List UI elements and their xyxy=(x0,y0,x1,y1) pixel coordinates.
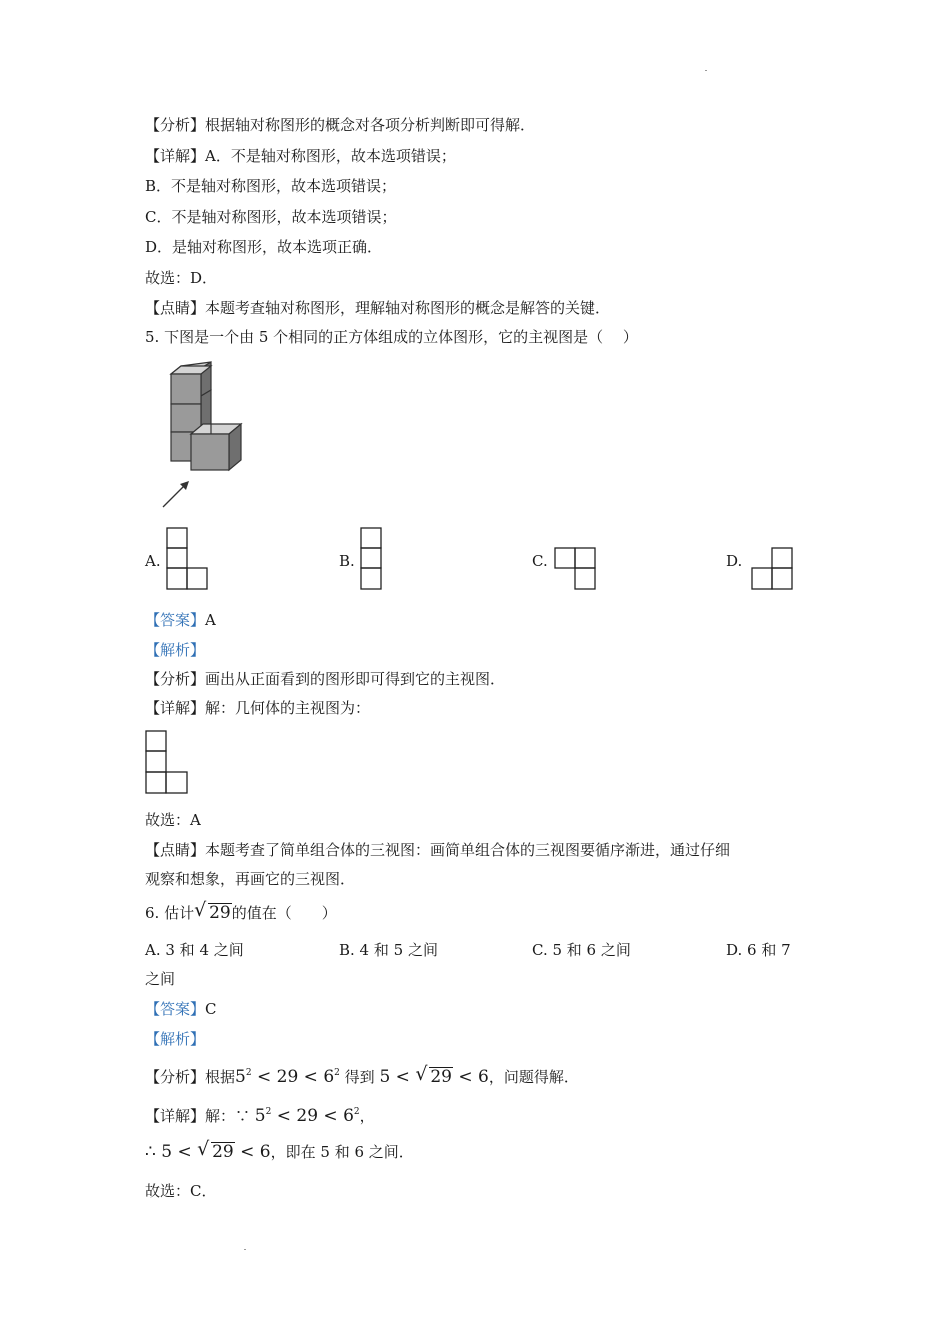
q5-choice: 故选：A xyxy=(145,811,201,829)
option-c-label: C. xyxy=(532,552,548,570)
ineq-mid: < 29 < xyxy=(251,1067,324,1087)
q5-note-2: 观察和想象，再画它的三视图． xyxy=(145,870,356,888)
option-a-label: A. xyxy=(145,552,161,570)
answer-value: A xyxy=(205,611,216,629)
option-a-figure xyxy=(166,527,210,591)
q6-option-b: B. 4 和 5 之间 xyxy=(339,941,438,959)
q6-answer xyxy=(145,999,217,1019)
q6-therefore xyxy=(145,1138,414,1162)
base-5: 5 xyxy=(235,1067,246,1087)
view-arrow xyxy=(163,485,185,507)
q5-answer xyxy=(145,610,216,630)
analysis-prefix: 【分析】根据 xyxy=(145,1068,236,1086)
radicand: 29 xyxy=(430,1067,452,1087)
answer-label: 【答案】 xyxy=(145,611,206,629)
choice-line: 故选：D． xyxy=(145,269,218,287)
radicand: 29 xyxy=(209,903,231,923)
front-view-figure xyxy=(145,730,191,796)
detail-prefix: 【详解】解：∵ xyxy=(145,1107,255,1125)
q6-analysis xyxy=(145,1063,579,1087)
q6-suffix: 的值在（ ） xyxy=(231,904,337,922)
q6-jiexi: 【解析】 xyxy=(145,1030,206,1048)
ineq-left: 5 < xyxy=(379,1067,416,1087)
q6-option-c: C. 5 和 6 之间 xyxy=(532,941,631,959)
q5-jiexi: 【解析】 xyxy=(145,641,206,659)
therefore-mid: < 6 xyxy=(234,1142,271,1162)
question-6 xyxy=(145,899,337,923)
option-c-figure xyxy=(554,547,598,591)
radicand: 29 xyxy=(212,1142,234,1162)
sqrt-29: √ 29 xyxy=(197,1138,234,1162)
ineq-mid: < 29 < xyxy=(271,1106,344,1126)
exp: 2 xyxy=(334,1068,340,1078)
cube-figure xyxy=(155,360,255,515)
option-b-line: B．不是轴对称图形，故本选项错误； xyxy=(145,177,397,195)
q5-note-1: 【点睛】本题考查了简单组合体的三视图：画简单组合体的三视图要循序渐进，通过仔细 xyxy=(145,841,731,859)
question-5: 5. 下图是一个由 5 个相同的正方体组成的立体图形，它的主视图是（ ） xyxy=(145,328,638,346)
option-d-line: D．是轴对称图形，故本选项正确． xyxy=(145,238,383,256)
q5-analysis: 【分析】画出从正面看到的图形即可得到它的主视图． xyxy=(145,670,506,688)
scan-dot xyxy=(244,1249,246,1250)
option-b-figure xyxy=(360,527,384,591)
exp: 2 xyxy=(353,1107,360,1117)
q6-option-d-cont: 之间 xyxy=(145,970,176,988)
analysis-mid: 得到 xyxy=(339,1068,380,1086)
q6-option-d: D. 6 和 7 xyxy=(726,941,791,959)
sqrt-29: √ 29 xyxy=(415,1063,452,1087)
option-d-figure xyxy=(751,547,795,591)
answer-value: C xyxy=(205,1000,217,1018)
q6-option-a: A. 3 和 4 之间 xyxy=(145,941,244,959)
base-6: 6 xyxy=(343,1106,354,1126)
ineq-right: < 6 xyxy=(452,1067,489,1087)
therefore-suffix: ，即在 5 和 6 之间． xyxy=(270,1143,414,1161)
q6-prefix: 6. 估计 xyxy=(145,904,195,922)
base-5: 5 xyxy=(254,1106,266,1126)
q6-choice: 故选：C． xyxy=(145,1182,217,1200)
scan-dot xyxy=(705,70,707,71)
base-6: 6 xyxy=(323,1067,335,1087)
detail-suffix: ， xyxy=(359,1107,375,1125)
exp: 2 xyxy=(265,1107,272,1117)
answer-label: 【答案】 xyxy=(145,1000,206,1018)
option-c-line: C．不是轴对称图形，故本选项错误； xyxy=(145,208,397,226)
analysis-line: 【分析】根据轴对称图形的概念对各项分析判断即可得解． xyxy=(145,116,536,134)
q5-detail: 【详解】解：几何体的主视图为： xyxy=(145,699,371,717)
q6-detail xyxy=(145,1102,375,1126)
note-line: 【点睛】本题考查轴对称图形，理解轴对称图形的概念是解答的关键． xyxy=(145,299,611,317)
analysis-suffix: ，问题得解． xyxy=(488,1068,579,1086)
option-d-label: D. xyxy=(726,552,743,570)
exp: 2 xyxy=(245,1068,252,1078)
therefore-prefix: ∴ 5 < xyxy=(145,1142,198,1162)
detail-line: 【详解】A．不是轴对称图形，故本选项错误； xyxy=(145,147,456,165)
sqrt-29: √ 29 xyxy=(194,899,231,923)
option-b-label: B. xyxy=(339,552,355,570)
